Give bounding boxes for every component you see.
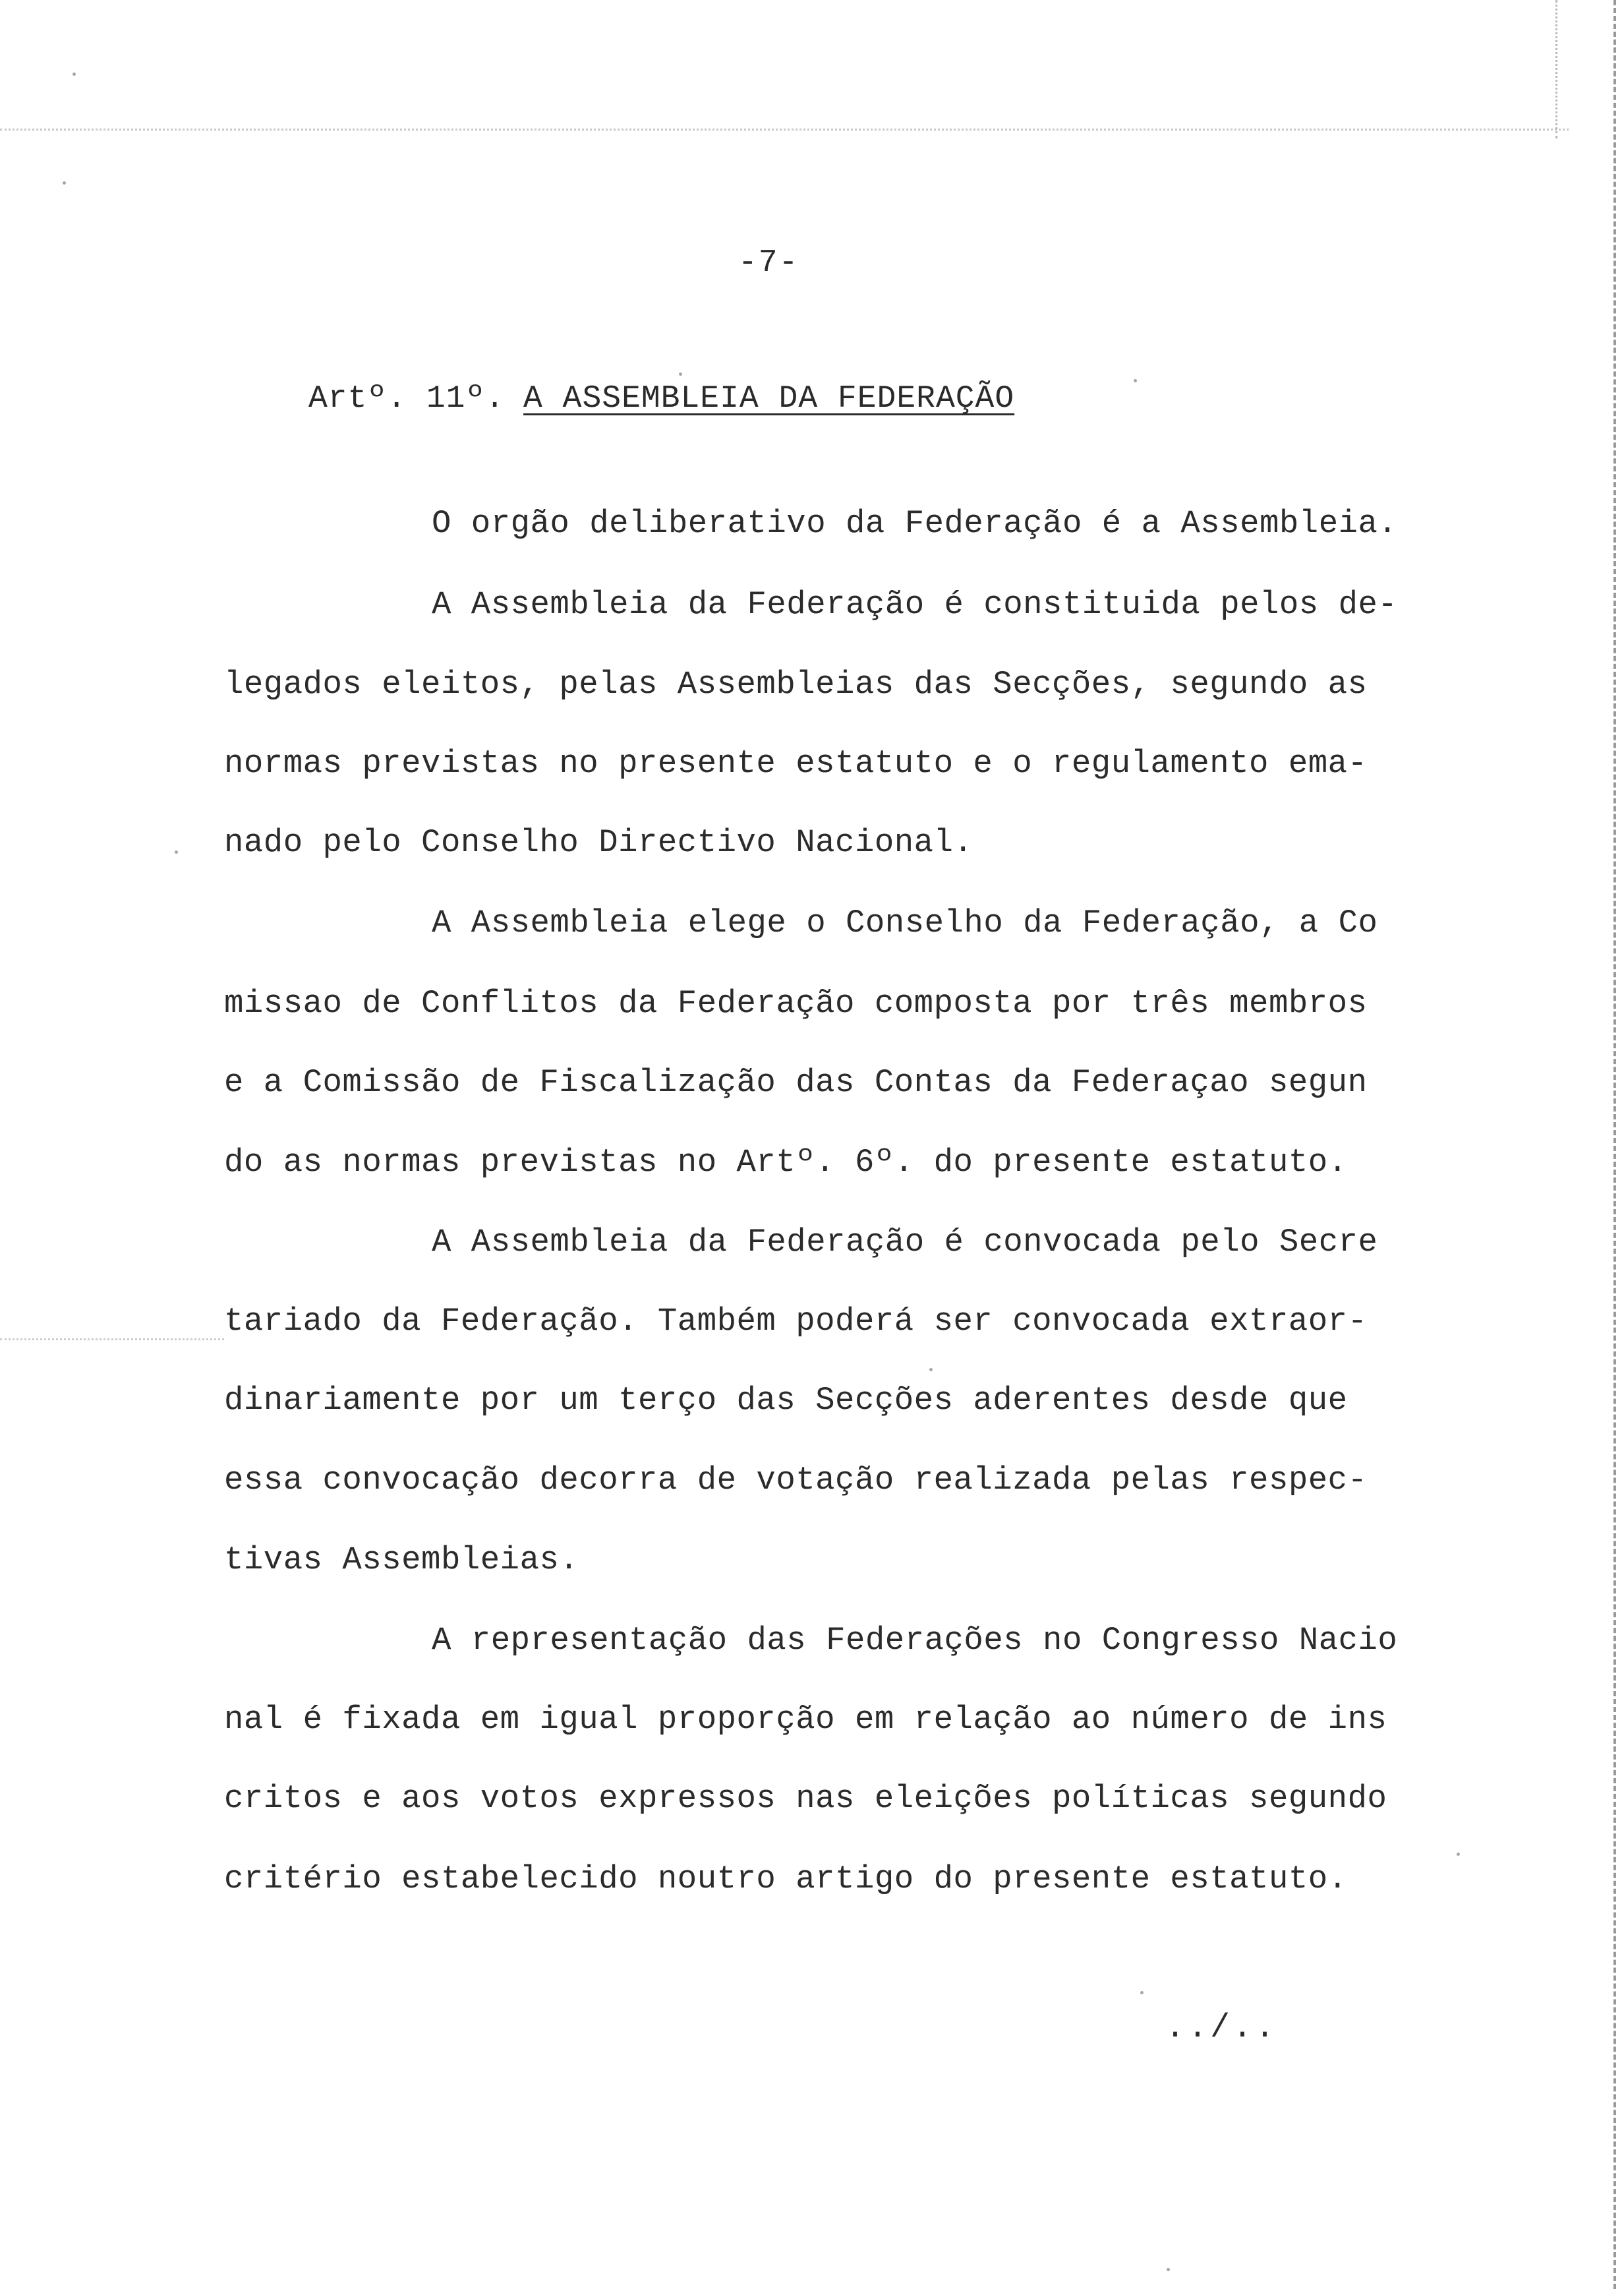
- scan-speck: [929, 1368, 933, 1371]
- scan-speck: [1167, 2268, 1170, 2271]
- article-heading: [308, 381, 1014, 417]
- scan-artifact-edge: [1555, 0, 1557, 138]
- body-line: legados eleitos, pelas Assembleias das Secções, segundo as: [224, 666, 1368, 703]
- body-line: tivas Assembleias.: [224, 1541, 579, 1578]
- body-line: tariado da Federação. Também poderá ser convocada extraor-: [224, 1303, 1368, 1340]
- body-line: nado pelo Conselho Directivo Nacional.: [224, 824, 973, 861]
- body-line: O orgão deliberativo da Federação é a Assembleia.: [432, 505, 1398, 542]
- body-line: normas previstas no presente estatuto e o regulamento ema-: [224, 745, 1368, 782]
- scan-artifact-line: [0, 129, 1569, 131]
- body-line: dinariamente por um terço das Secções aderentes desde que: [224, 1382, 1348, 1419]
- scan-speck: [1134, 379, 1137, 382]
- scan-speck: [679, 372, 682, 376]
- body-line: critério estabelecido noutro artigo do presente estatuto.: [224, 1860, 1348, 1897]
- scan-speck: [63, 181, 66, 185]
- body-line: A representação das Federações no Congresso Nacio: [432, 1622, 1398, 1659]
- scan-artifact-line: [0, 1338, 224, 1340]
- body-line: essa convocação decorra de votação realizada pelas respec-: [224, 1462, 1368, 1499]
- body-line: A Assembleia elege o Conselho da Federação, a Co: [432, 905, 1378, 941]
- body-line: A Assembleia da Federação é convocada pelo Secre: [432, 1224, 1378, 1261]
- body-line: critos e aos votos expressos nas eleições políticas segundo: [224, 1780, 1387, 1817]
- scan-speck: [1457, 1853, 1460, 1856]
- body-line: nal é fixada em igual proporção em relação ao número de ins: [224, 1701, 1387, 1738]
- scan-artifact-edge: [1613, 0, 1616, 2289]
- article-title: A ASSEMBLEIA DA FEDERAÇÃO: [523, 381, 1015, 417]
- scan-speck: [72, 73, 76, 76]
- body-line: missao de Conflitos da Federação composta por três membros: [224, 985, 1368, 1022]
- body-line: A Assembleia da Federação é constituida pelos de-: [432, 586, 1398, 623]
- scan-speck: [1140, 1991, 1144, 1994]
- article-number: Artº. 11º.: [308, 381, 506, 417]
- body-line: e a Comissão de Fiscalização das Contas da Federaçao segun: [224, 1064, 1368, 1101]
- continuation-mark: ../..: [1165, 2009, 1278, 2047]
- scan-speck: [175, 850, 178, 854]
- page-number: -7-: [738, 245, 799, 281]
- body-line: do as normas previstas no Artº. 6º. do presente estatuto.: [224, 1144, 1348, 1181]
